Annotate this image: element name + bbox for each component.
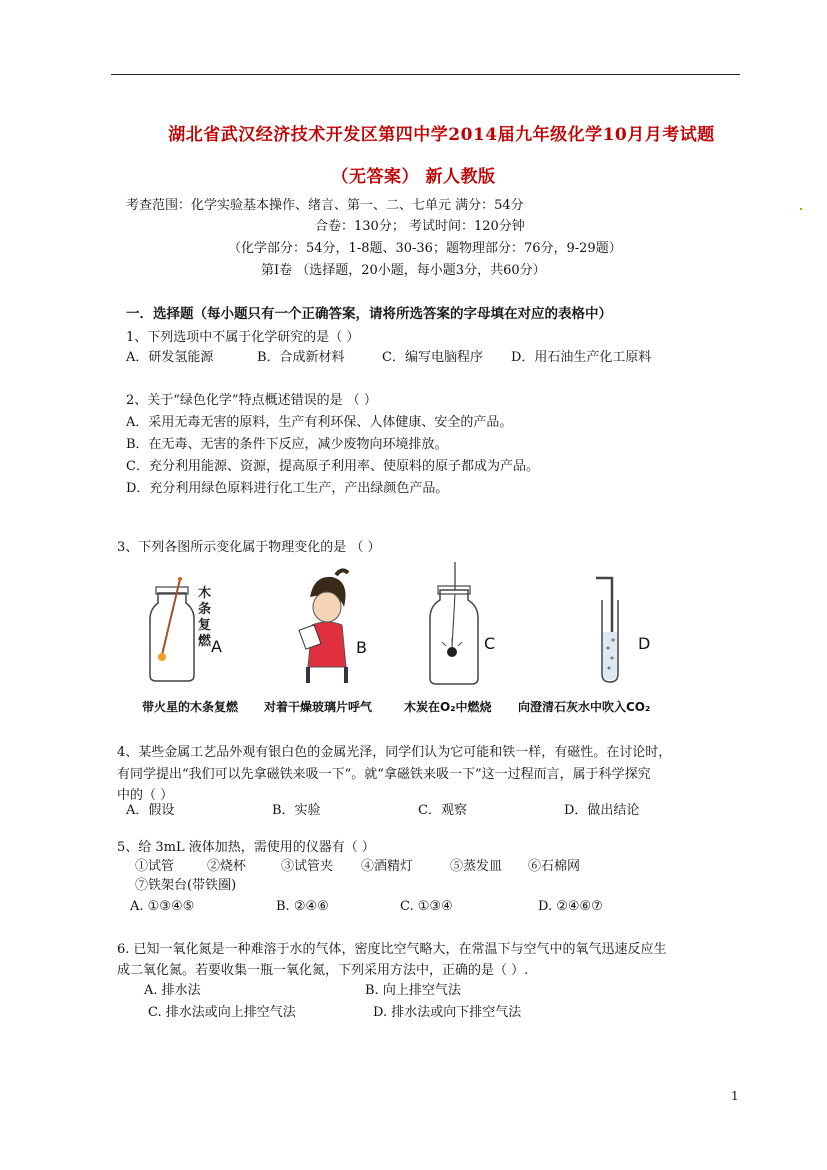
- figure-caption-d: 向澄清石灰水中吹入CO₂: [518, 700, 651, 714]
- q5-option-a: A. ①③④⑤: [130, 899, 195, 914]
- q4-stem-line1: 4、某些金属工艺品外观有银白色的金属光泽，同学们认为它可能和铁一样，有磁性。在讨论时，: [117, 745, 672, 760]
- figure-b-person-icon: [290, 567, 360, 687]
- q6-stem-line2: 成二氧化氮。若要收集一瓶一氧化氮，下列采用方法中，正确的是（ ）.: [117, 963, 529, 978]
- info-parts: （化学部分：54分，1-8题、30-36；题物理部分：76分，9-29题）: [228, 241, 622, 256]
- figure-caption-c: 木炭在O₂中燃烧: [404, 700, 492, 714]
- q2-option-c: C．充分利用能源、资源，提高原子利用率、使原料的原子都成为产品。: [126, 459, 539, 474]
- q5-item-3: ③试管夹: [281, 859, 334, 874]
- stray-mark: [800, 208, 802, 210]
- figure-label-a: A: [211, 637, 222, 656]
- q2-option-b: B．在无毒、无害的条件下反应，减少废物向环境排放。: [126, 437, 448, 452]
- info-volume: 第Ⅰ卷 （选择题，20小题，每小题3分，共60分）: [261, 263, 546, 278]
- q5-option-d: D. ②④⑥⑦: [538, 899, 603, 914]
- q1-option-a: A．研发氢能源: [126, 350, 214, 365]
- figure-caption-b: 对着干燥玻璃片呼气: [264, 700, 373, 714]
- figure-a-bottle-text-1: 木条复燃: [198, 586, 212, 649]
- figure-a-bottle-icon: [140, 575, 240, 685]
- q6-option-c: C. 排水法或向上排空气法: [148, 1005, 296, 1020]
- q4-stem-line3: 中的（ ）: [117, 788, 174, 803]
- q3-stem: 3、下列各图所示变化属于物理变化的是 （ ）: [117, 540, 381, 555]
- q5-stem: 5、给 3mL 液体加热，需使用的仪器有（ ）: [117, 840, 375, 855]
- figure-label-d: D: [638, 634, 651, 653]
- q5-item-5: ⑤蒸发皿: [450, 859, 503, 874]
- q6-option-b: B. 向上排空气法: [365, 983, 461, 998]
- figure-label-c: C: [484, 634, 496, 653]
- figure-d-testtube-icon: [590, 570, 630, 690]
- q2-stem: 2、关于“绿色化学”特点概述错误的是 （ ）: [126, 393, 377, 408]
- page-number: 1: [731, 1089, 739, 1103]
- q6-stem-line1: 6. 已知一氧化氮是一种难溶于水的气体，密度比空气略大，在常温下与空气中的氧气迅速反应生: [117, 942, 667, 957]
- q1-stem: 1、下列选项中不属于化学研究的是（ ）: [126, 330, 360, 345]
- q5-item-4: ④酒精灯: [361, 859, 414, 874]
- q5-item-7: ⑦铁架台(带铁圈): [135, 878, 237, 893]
- q1-option-b: B．合成新材料: [257, 350, 345, 365]
- q5-item-2: ②烧杯: [207, 859, 247, 874]
- doc-title-line2: （无答案） 新人教版: [331, 167, 496, 187]
- section-heading: 一．选择题（每小题只有一个正确答案，请将所选答案的字母填在对应的表格中）: [126, 306, 612, 322]
- q1-option-c: C．编写电脑程序: [382, 350, 483, 365]
- q1-option-d: D．用石油生产化工原料: [511, 350, 652, 365]
- q2-option-a: A．采用无毒无害的原料，生产有利环保、人体健康、安全的产品。: [126, 415, 513, 430]
- figure-c-bottle-icon: [420, 560, 480, 688]
- info-scope: 考查范围：化学实验基本操作、绪言、第一、二、七单元 满分：54分: [126, 198, 524, 213]
- q6-option-a: A. 排水法: [144, 983, 201, 998]
- q2-option-d: D．充分利用绿色原料进行化工生产，产出绿颜色产品。: [126, 481, 449, 496]
- header-rule: [111, 74, 740, 75]
- q5-option-c: C. ①③④: [400, 899, 453, 914]
- q5-item-1: ①试管: [135, 859, 175, 874]
- q4-option-d: D．做出结论: [564, 803, 640, 818]
- q6-option-d: D. 排水法或向下排空气法: [373, 1005, 522, 1020]
- figure-label-b: B: [356, 638, 367, 657]
- figure-caption-a: 带火星的木条复燃: [142, 700, 239, 714]
- info-score-time: 合卷：130分； 考试时间：120分钟: [315, 219, 525, 234]
- q4-option-c: C．观察: [418, 803, 467, 818]
- doc-title-line1: 湖北省武汉经济技术开发区第四中学2014届九年级化学10月月考试题: [168, 125, 715, 145]
- q5-option-b: B. ②④⑥: [276, 899, 329, 914]
- q4-option-b: B．实验: [272, 803, 321, 818]
- q5-item-6: ⑥石棉网: [528, 859, 581, 874]
- q4-option-a: A．假设: [126, 803, 175, 818]
- q4-stem-line2: 有同学提出“我们可以先拿磁铁来吸一下”。就“拿磁铁来吸一下”这一过程而言，属于科学探究: [117, 767, 651, 782]
